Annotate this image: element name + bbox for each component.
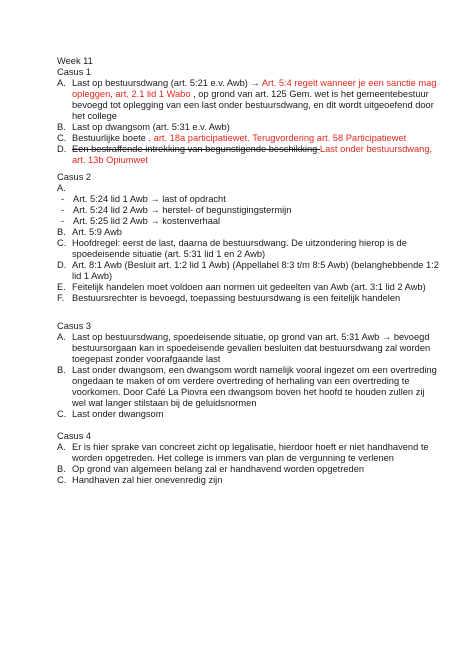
subitem-text: Art. 5:24 lid 2 Awb → herstel- of begunstigingstermijn (73, 205, 292, 215)
casus-4-heading: Casus 4 (57, 431, 92, 441)
item-label: C. (57, 133, 67, 143)
dash-bullet: - (61, 216, 65, 226)
dash-bullet: - (61, 194, 65, 204)
item-text-line: Last op bestuursdwang, spoedeisende situatie, op grond van art. 5:31 Awb → bevoegd (72, 332, 430, 342)
item-text-line: Er is hier sprake van concreet zicht op legalisatie, hierdoor hoeft er niet handhavend te (72, 442, 429, 452)
item-label: D. (57, 260, 67, 270)
item-label: B. (57, 464, 66, 474)
item-text-black: Last op bestuursdwang (art. 5:21 e.v. Awb) → (72, 78, 262, 88)
item-label: A. (57, 332, 66, 342)
item-label: C. (57, 475, 67, 485)
item-text (72, 365, 437, 409)
item-text-line: ongedaan te maken of om verdere overtreding of herhaling van een overtreding te (72, 376, 410, 386)
item-text: Op grond van algemeen belang zal er handhavend worden opgetreden (72, 464, 365, 474)
item-label: B. (57, 122, 66, 132)
doc-title: Week 11 (57, 56, 93, 66)
casus-3-heading: Casus 3 (57, 321, 92, 331)
item-text-black: , op grond van art. 125 Gem. wet is het gemeentebestuur (193, 89, 429, 99)
item-text: Last onder dwangsom (72, 409, 164, 419)
item-text-line: voorkomen. Door Café La Piovra een dwangsom boven het hoofd te houden zullen zij (72, 387, 425, 397)
item-text: Art. 5:9 Awb (72, 227, 122, 237)
item-text-line: toegepast zonder voorafgaande last (72, 354, 221, 364)
item-text (72, 78, 437, 122)
item-text-line: bestuursorgaan kan in spoedeisende gevallen besluiten dat bestuursdwang zal worden (72, 343, 431, 353)
subitem-text: Art. 5:25 lid 2 Awb → kostenverhaal (73, 216, 221, 226)
item-text-line: worden opgetreden. Het college is immers van plan de vergunning te verlenen (72, 453, 394, 463)
item-text (72, 260, 439, 282)
item-text: Last op dwangsom (art. 5:31 e.v. Awb) (72, 122, 230, 132)
item-label: C. (57, 409, 67, 419)
item-label: A. (57, 183, 66, 193)
item-text: Handhaven zal hier onevenredig zijn (72, 475, 223, 485)
item-text-line: het college (72, 111, 117, 121)
item-label: B. (57, 227, 66, 237)
item-text (72, 332, 431, 365)
item-text-red: art. 13b Opiumwet (72, 155, 148, 165)
item-text-red: opleggen, art. 2.1 lid 1 Wabo (72, 89, 194, 99)
subitem-text: Art. 5:24 lid 1 Awb → last of opdracht (73, 194, 226, 204)
item-text-line: Hoofdregel: eerst de last, daarna de bestuursdwang. De uitzondering hierop is de (72, 238, 407, 248)
item-text-line: Art. 8:1 Awb (Besluit art. 1:2 lid 1 Awb) (Appellabel 8:3 t/m 8:5 Awb) (belanghebbende 1:2 (72, 260, 439, 270)
item-text-red: , art. 18a participatiewet. Terugvordering art. 58 Participatiewet (148, 133, 407, 143)
item-text-red: Art. 5:4 regelt wanneer je een sanctie mag (261, 78, 437, 88)
item-label: C. (57, 238, 67, 248)
item-text: Bestuursrechter is bevoegd, toepassing bestuursdwang is een feitelijk handelen (72, 293, 401, 303)
item-label: B. (57, 365, 66, 375)
item-text-line: bevoegd tot oplegging van een last onder bestuursdwang, en dit wordt uitgeoefend door (72, 100, 434, 110)
item-text (72, 133, 428, 144)
item-text-line: wel wat langer stilstaan bij de geluidsnormen (72, 398, 257, 408)
item-text-black: Bestuurlijke boete (72, 133, 149, 143)
item-label: F. (57, 293, 65, 303)
item-label: D. (57, 144, 67, 154)
item-text-red: Last onder bestuursdwang, (319, 144, 433, 154)
item-label: A. (57, 442, 66, 452)
casus-1-heading: Casus 1 (57, 67, 92, 77)
item-text (72, 238, 428, 260)
dash-bullet: - (61, 205, 65, 215)
item-text-strikethrough: Een bestraffende intrekking van begunstigende beschikking (72, 144, 320, 154)
item-label: E. (57, 282, 66, 292)
casus-2-heading: Casus 2 (57, 172, 92, 182)
item-text-line: Last onder dwangsom, een dwangsom wordt namelijk vooral ingezet om een overtreding (72, 365, 437, 375)
item-text (72, 144, 433, 166)
item-text-line: spoedeisende situatie (art. 5:31 lid 1 en 2 Awb) (72, 249, 266, 259)
item-label: A. (57, 78, 66, 88)
item-text (72, 442, 428, 464)
item-text-line: lid 1 Awb) (72, 271, 113, 281)
item-text: Feitelijk handelen moet voldoen aan normen uit gedeelten van Awb (art. 3:1 lid 2 Awb) (72, 282, 426, 292)
